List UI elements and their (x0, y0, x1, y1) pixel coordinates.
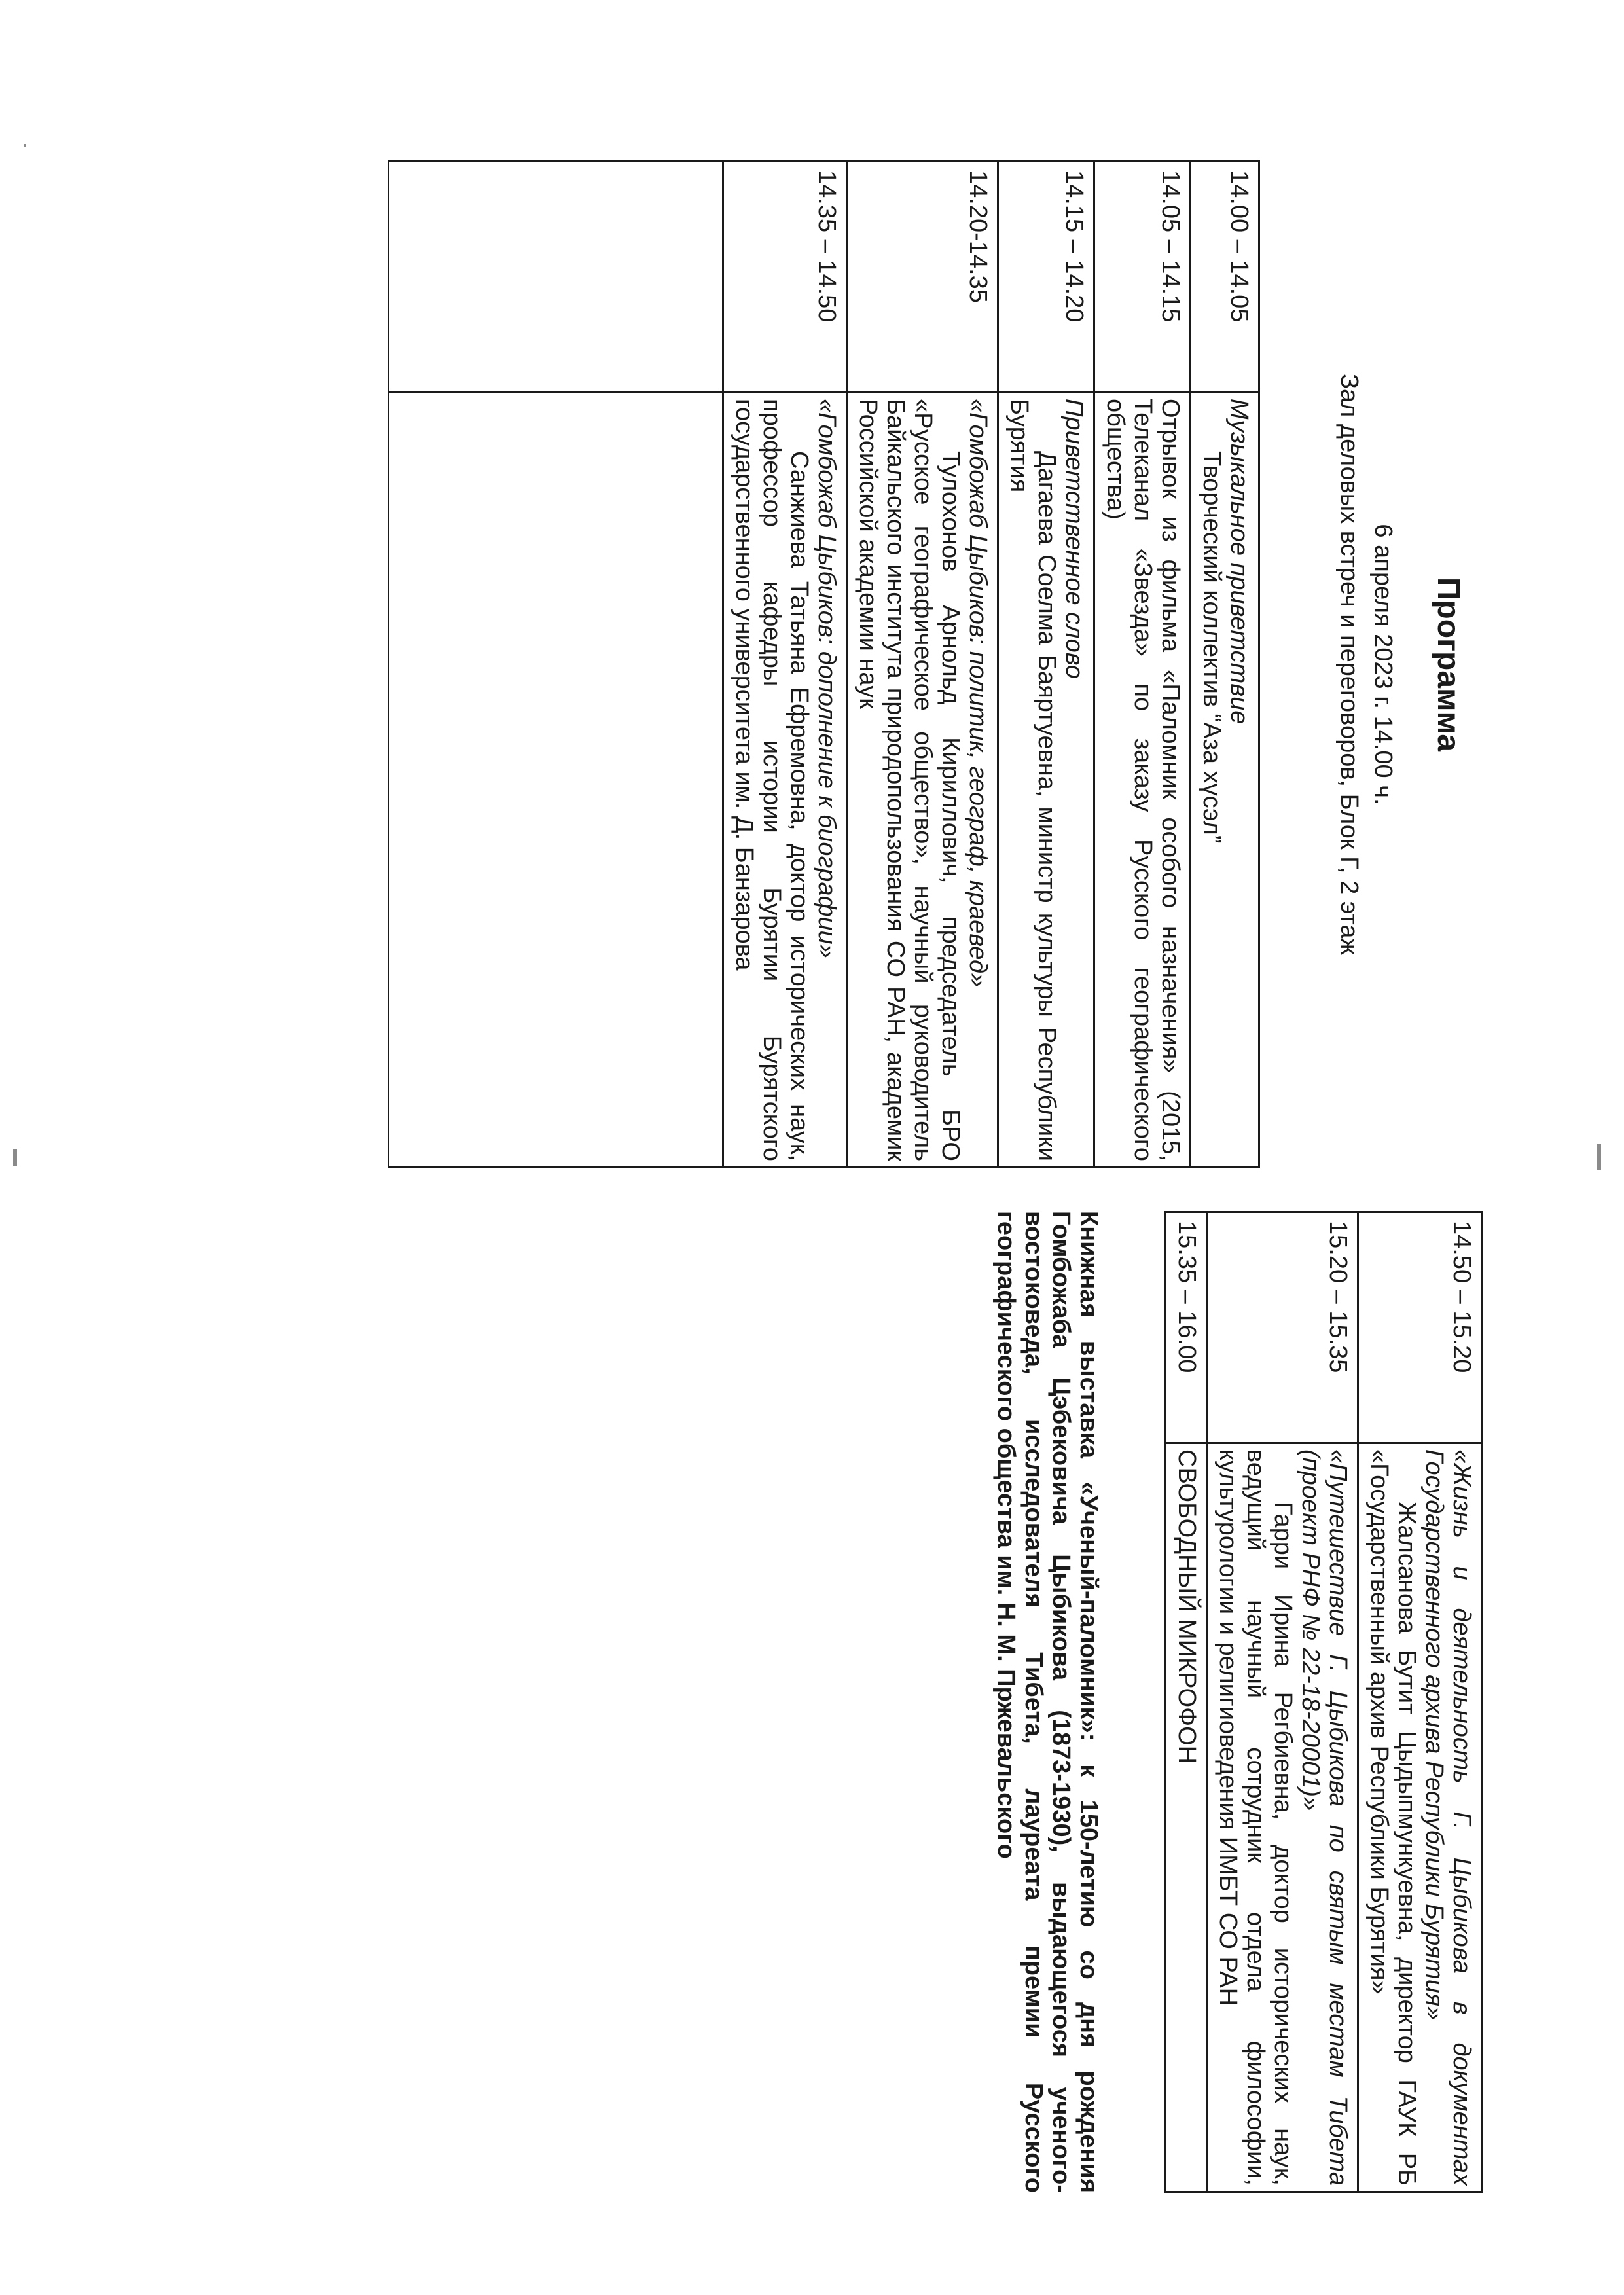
table-row (1358, 1212, 1482, 2192)
schedule-time: 14.35 – 14.50 (723, 162, 847, 393)
item-detail: Жалсанова Бутит Цыдыпмункуевна, директор ГАУК РБ «Государственный архив Республики Бурятия» (1365, 1449, 1420, 2186)
item-title: «Жизнь и деятельность Г. Цыбикова в документах Государственного архива Республики Бурятия» (1420, 1449, 1475, 2186)
item-title: Приветственное слово (1060, 399, 1088, 679)
schedule-item (1094, 393, 1191, 1168)
item-title: «Гомбожаб Цыбиков: дополнение к биографии» (813, 399, 840, 958)
table-row (1094, 162, 1191, 1168)
schedule-time: 14.50 – 15.20 (1358, 1212, 1482, 1443)
schedule-item (1166, 1443, 1207, 2192)
item-title: Музыкальное приветствие (1225, 399, 1253, 725)
scan-mark (24, 144, 26, 147)
empty-cell (389, 162, 723, 393)
schedule-time: 14.20-14.35 (847, 162, 998, 393)
item-detail: Гарри Ирина Регбиевна, доктор исторических наук, ведущий научный сотрудник отдела философии, культурологии и религиоведения ИМБТ СО РАН (1214, 1449, 1297, 2186)
schedule-time: 15.20 – 15.35 (1207, 1212, 1358, 1443)
schedule-time: 15.35 – 16.00 (1166, 1212, 1207, 1443)
table-row (998, 162, 1094, 1168)
scan-mark (13, 1149, 17, 1166)
item-detail: Санжиева Татьяна Ефремовна, доктор исторических наук, профессор кафедры истории Бурятии Бурятского государственного университета им. Д. Банзарова (731, 399, 813, 1161)
schedule-item (723, 393, 847, 1168)
schedule-item (1358, 1443, 1482, 2192)
event-venue: Зал деловых встреч и переговоров, Блок Г, 2 этаж (1335, 374, 1363, 955)
scan-mark (1597, 1144, 1601, 1170)
schedule-time: 14.15 – 14.20 (998, 162, 1094, 393)
item-detail: Дагаева Соелма Баяртуевна, министр культуры Республики Бурятия (1005, 399, 1060, 1161)
schedule-item (1207, 1443, 1358, 2192)
program-title: Программа (1431, 577, 1466, 752)
item-title: Отрывок из фильма «Паломник особого назначения» (2015, Телеканал «Звезда» по заказу Русского географического общества) (1102, 399, 1184, 1161)
table-row (1207, 1212, 1358, 2192)
item-detail: Тулохонов Арнольд Кириллович, председатель БРО «Русское географическое общество», научный руководитель Байкальского института природопользования СО РАН, академик Российской академии наук (854, 399, 964, 1161)
empty-cell (389, 393, 723, 1168)
book-exhibition-note: Книжная выставка «Ученый-паломник»: к 150-летию со дня рождения Гомбожаба Цэбековича Цыбикова (1873-1930), выдающегося ученого-востоковеда, исследователя Тибета, лауреата премии Русского географического общества им. Н. М. Пржевальского (992, 1211, 1102, 2193)
program-page-left (388, 160, 1466, 1168)
event-date-time: 6 апреля 2023 г. 14.00 ч. (1369, 524, 1397, 805)
program-page-right (992, 1211, 1483, 2193)
schedule-item (1191, 393, 1259, 1168)
table-row (1191, 162, 1259, 1168)
item-title: СВОБОДНЫЙ МИКРОФОН (1173, 1449, 1200, 1764)
schedule-table-2 (1164, 1211, 1483, 2193)
item-title: «Путешествие Г. Цыбикова по святым местам Тибета (проект РНФ № 22-18-20001)» (1297, 1449, 1352, 2186)
item-detail: Творческий коллектив “Аза хүсэл” (1198, 451, 1225, 844)
table-row (1166, 1212, 1207, 2192)
table-row-empty (389, 162, 723, 1168)
table-row (847, 162, 998, 1168)
table-row (723, 162, 847, 1168)
item-title: «Гомбожаб Цыбиков: политик, географ, краевед» (964, 399, 992, 988)
schedule-table-1 (388, 160, 1260, 1168)
schedule-item (847, 393, 998, 1168)
schedule-time: 14.00 – 14.05 (1191, 162, 1259, 393)
schedule-item (998, 393, 1094, 1168)
schedule-time: 14.05 – 14.15 (1094, 162, 1191, 393)
